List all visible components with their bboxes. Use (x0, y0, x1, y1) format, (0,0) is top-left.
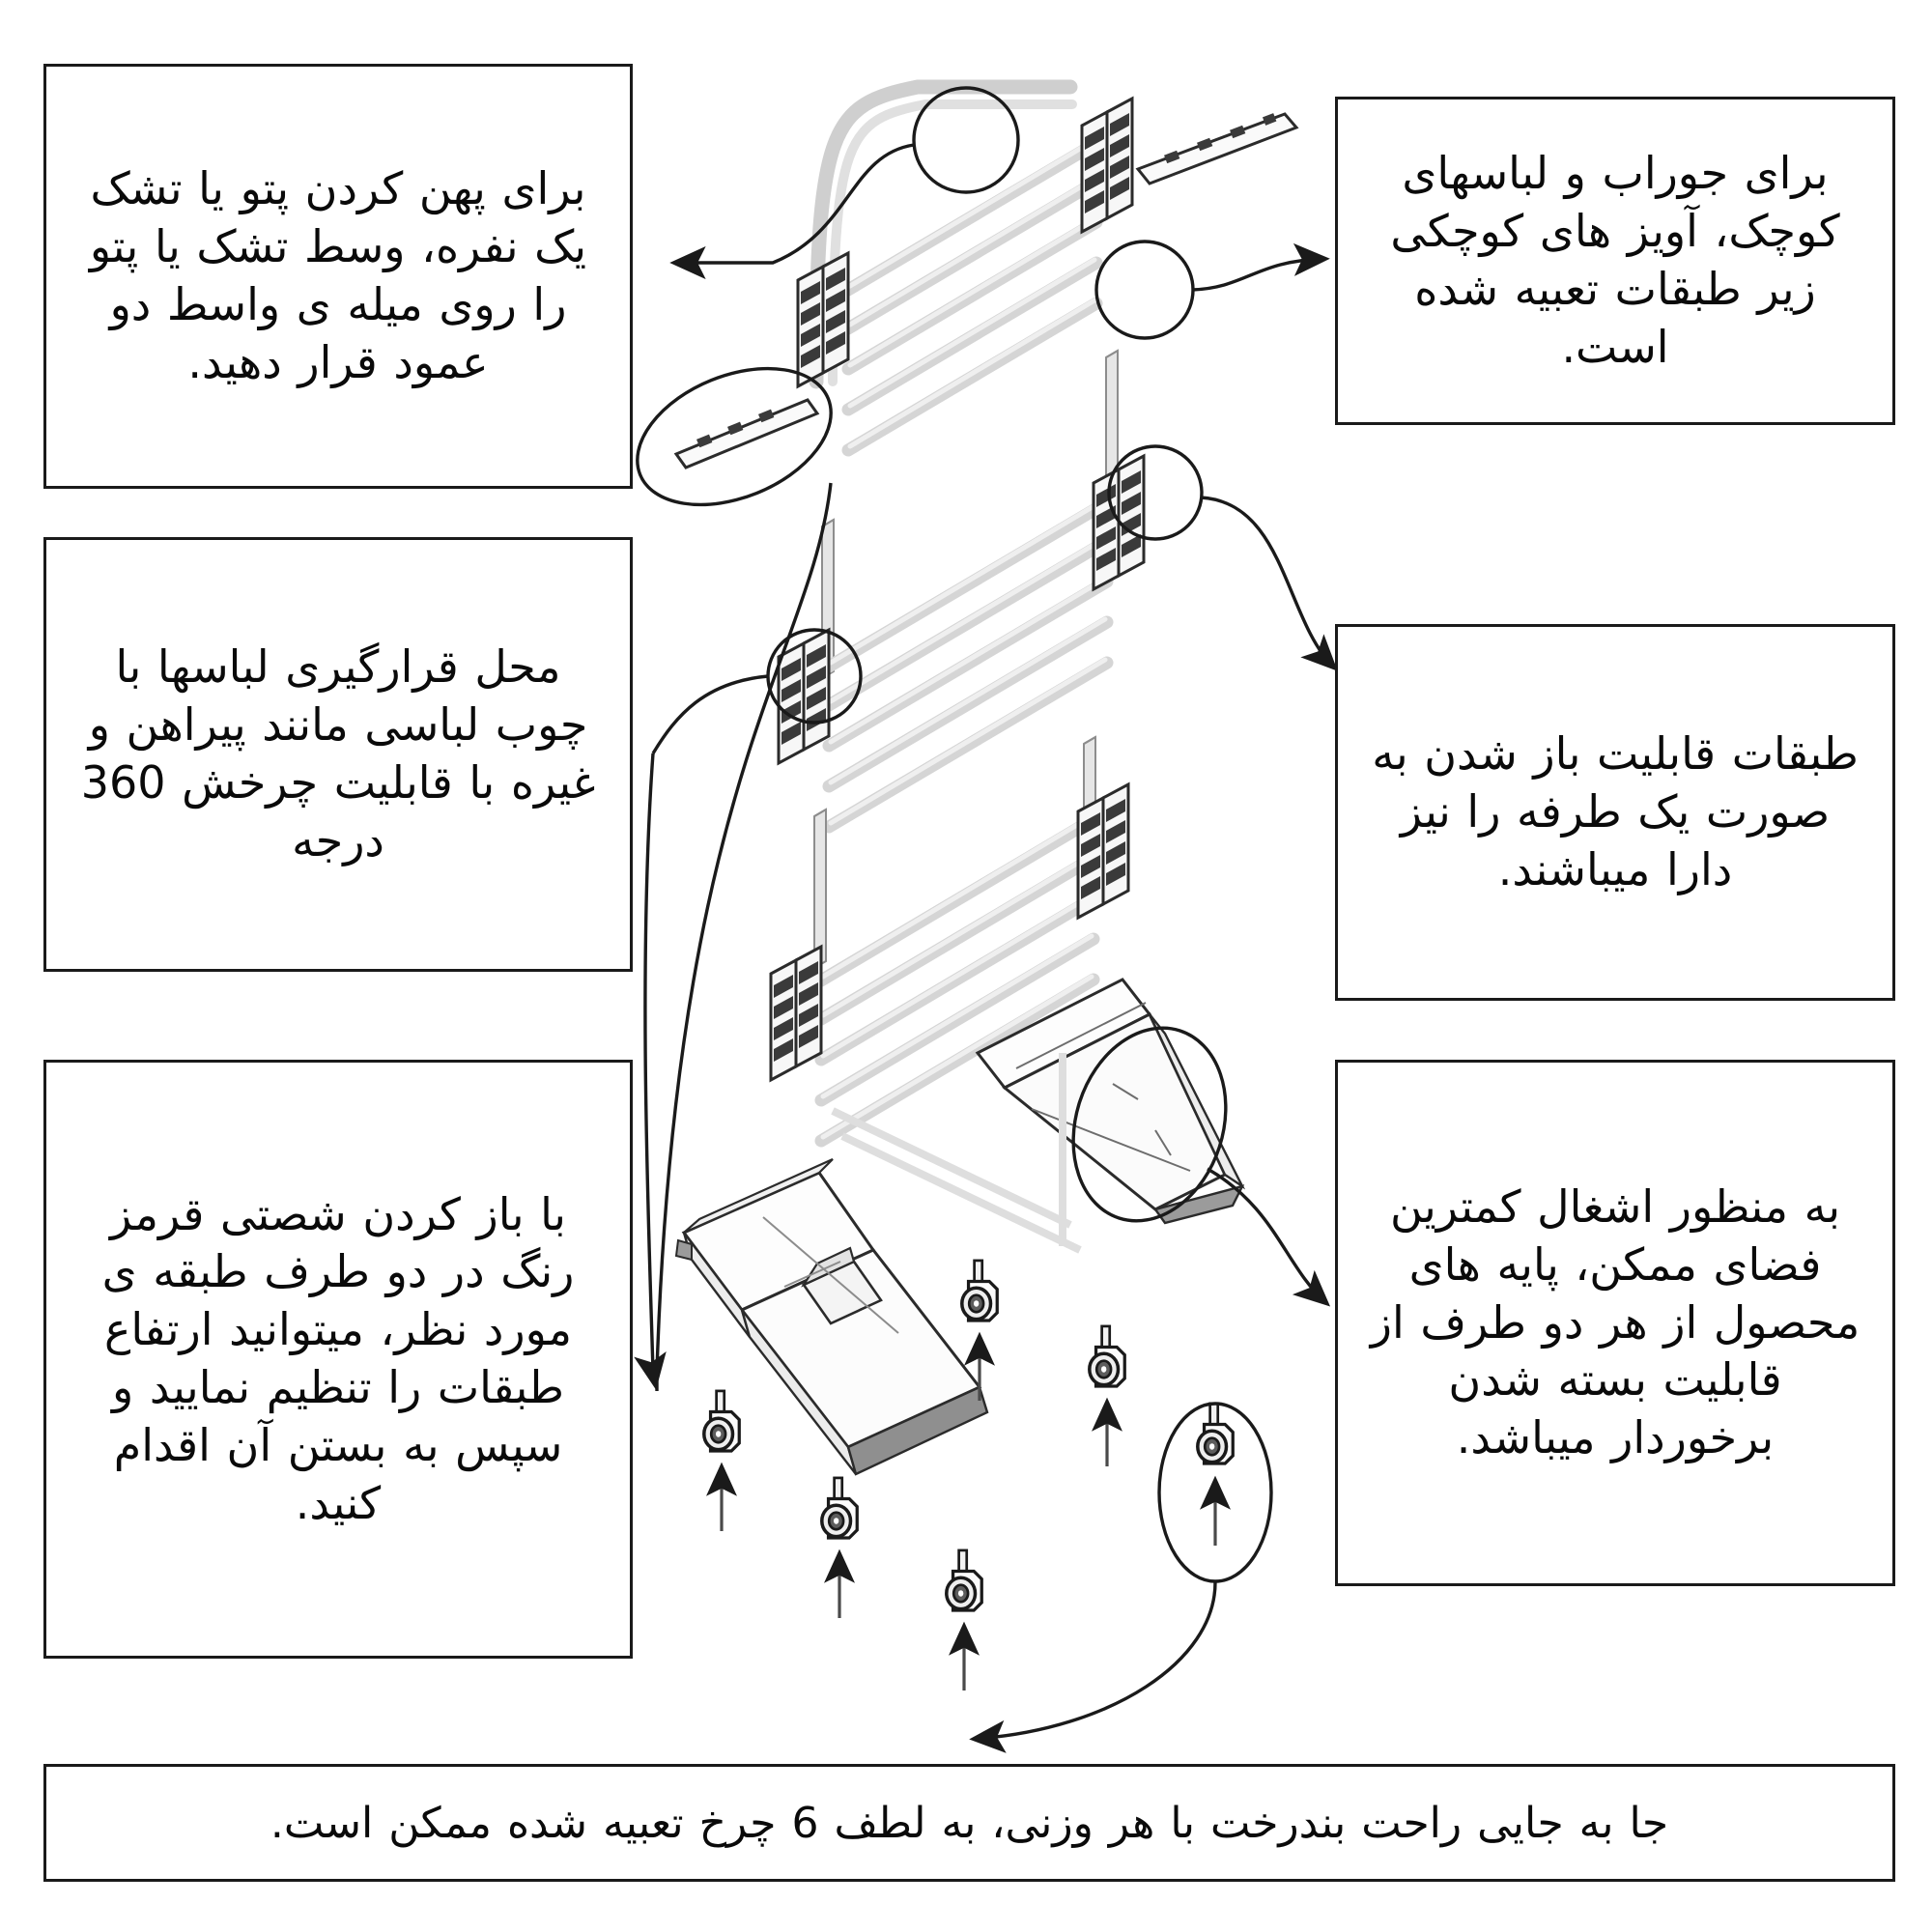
callout-small-hangers-text: برای جوراب و لباسهای کوچک، آویز های کوچکی زیر طبقات تعبیه شده است. (1390, 147, 1840, 373)
callout-blanket-spread-text: برای پهن کردن پتو یا تشک یک نفره، وسط تشک یا پتو را روی میله ی واسط دو عمود قرار دهید. (89, 162, 587, 388)
callout-height-adjustment-text: با باز کردن شصتی قرمز رنگ در دو طرف طبقه ی مورد نظر، میتوانید ارتفاع طبقات را تنظیم نمایید و سپس به بستن آن اقدام کنید. (101, 1187, 575, 1529)
callout-six-wheels (43, 1764, 1895, 1882)
callout-one-side-opening (1335, 624, 1895, 1001)
callout-six-wheels-text: جا به جایی راحت بندرخت با هر وزنی، به لطف 6 چرخ تعبیه شده ممکن است. (270, 1798, 1669, 1848)
callout-hanger-rod-rotation-text: محل قرارگیری لباسها با چوب لباسی مانند پیراهن و غیره با قابلیت چرخش 360 درجه (80, 640, 596, 867)
callout-blanket-spread (43, 64, 633, 489)
callout-height-adjustment (43, 1060, 633, 1659)
callout-one-side-opening-text: طبقات قابلیت باز شدن به صورت یک طرفه را نیز دارا میباشند. (1372, 727, 1859, 895)
circle-marker-small-hanger (1096, 242, 1193, 338)
tier-top (676, 87, 1296, 468)
callout-small-hangers (1335, 97, 1895, 425)
callout-folding-legs (1335, 1060, 1895, 1586)
callout-folding-legs-text: به منظور اشغال کمترین فضای ممکن، پایه های محصول از هر دو طرف از قابلیت بسته شدن برخوردار میباشد. (1370, 1180, 1861, 1464)
folding-leg-right (978, 980, 1242, 1223)
callout-hanger-rod-rotation (43, 537, 633, 972)
